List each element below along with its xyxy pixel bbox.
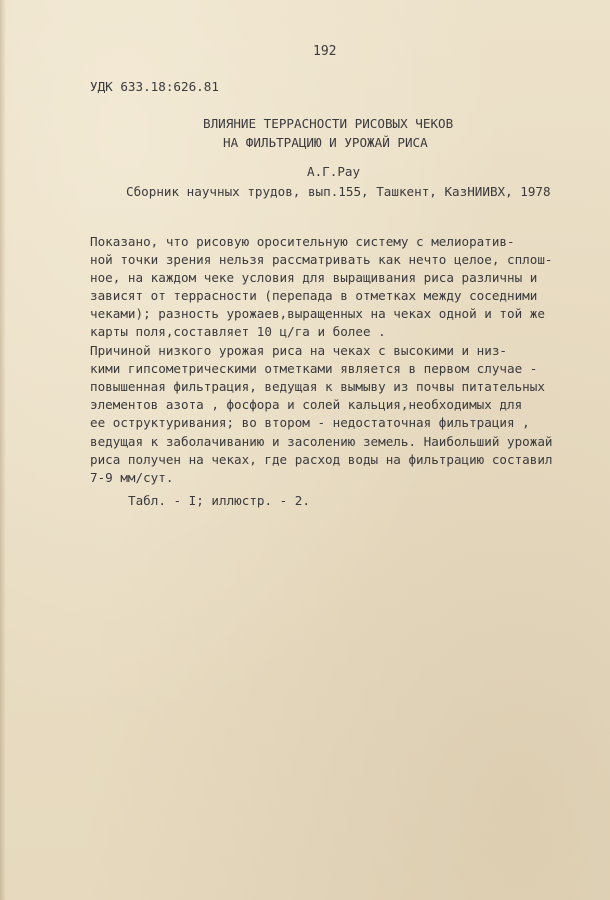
page-edge-shadow <box>0 0 6 900</box>
title-line-2: НА ФИЛЬТРАЦИЮ И УРОЖАЙ РИСА <box>223 135 428 150</box>
abstract-p1-line: зависят от террасности (перепада в отметках между соседними <box>90 288 538 303</box>
abstract-p2-line: Причиной низкого урожая риса на чеках с высокими и низ- <box>90 343 508 358</box>
abstract-p2-line: ведущая к заболачиванию и засолению земель. Наибольший урожай <box>90 434 553 449</box>
abstract-p1-line: ное, на каждом чеке условия для выращивания риса различны и <box>90 270 538 285</box>
source-citation: Сборник научных трудов, вып.155, Ташкент, КазНИИВХ, 1978 <box>126 184 551 199</box>
abstract-p2-line: элементов азота , фосфора и солей кальция,необходимых для <box>90 397 523 412</box>
abstract-p2-line: ее оструктуривания; во втором - недостаточная фильтрация , <box>90 415 530 430</box>
tables-illustrations-note: Табл. - I; иллюстр. - 2. <box>128 493 310 508</box>
abstract-p2-line: повышенная фильтрация, ведущая к вымыву из почвы питательных <box>90 379 545 394</box>
author: А.Г.Рау <box>307 164 361 179</box>
abstract-p1-line: ной точки зрения нельзя рассматривать как нечто целое, сплош- <box>90 252 553 267</box>
title-line-1: ВЛИЯНИЕ ТЕРРАСНОСТИ РИСОВЫХ ЧЕКОВ <box>203 116 454 131</box>
page-number: 192 <box>313 44 337 59</box>
abstract-p2-line: 7-9 мм/сут. <box>90 470 174 485</box>
udk-code: УДК 633.18:626.81 <box>90 79 219 94</box>
abstract-p1-line: карты поля,составляет 10 ц/га и более . <box>90 324 386 339</box>
abstract-p1-line: чеками); разность урожаев,выращенных на чеках одной и той же <box>90 306 545 321</box>
abstract-p2-line: кими гипсометрическими отметками является в первом случае - <box>90 361 538 376</box>
abstract-p1-line: Показано, что рисовую оросительную систему с мелиоратив- <box>90 234 515 249</box>
abstract-p2-line: риса получен на чеках, где расход воды на фильтрацию составил <box>90 452 553 467</box>
